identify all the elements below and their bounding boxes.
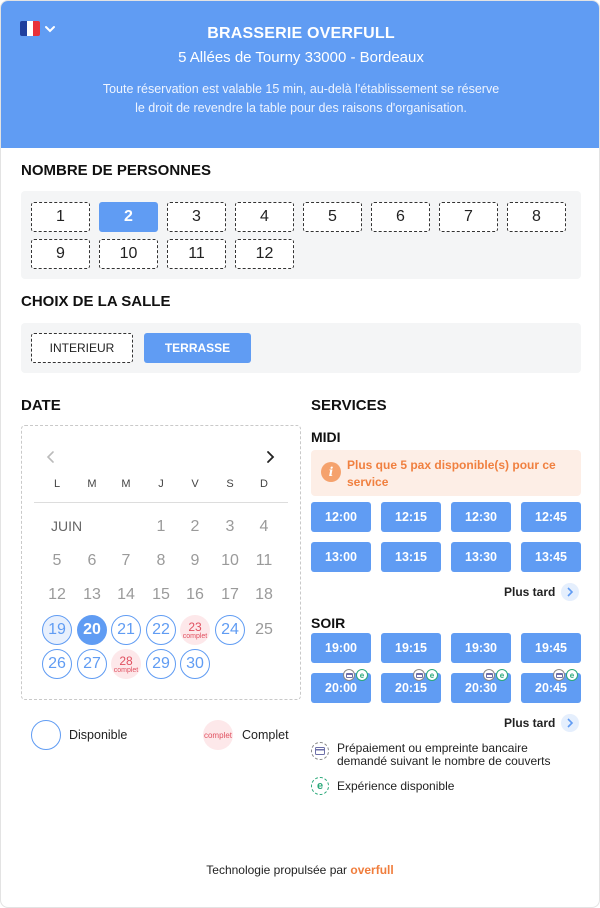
month-label: JUIN [51,518,83,534]
person-option-12[interactable]: 12 [235,239,294,269]
midi-later-button[interactable] [504,583,579,601]
person-option-2[interactable]: 2 [99,202,158,232]
calendar-day: 6 [87,552,97,569]
time-slot[interactable]: 13:45 [521,542,581,572]
calendar-day: 18 [255,586,273,603]
room-option-interieur[interactable]: INTERIEUR [31,333,133,363]
weekday-label: V [191,478,199,490]
time-slot-prepay[interactable] [451,670,511,703]
weekday-label: J [158,478,164,490]
legend-available-label: Disponible [69,728,128,742]
time-label: 20:00 [325,681,357,695]
chevron-left-icon[interactable] [44,450,58,464]
weekday-label: M [121,478,131,490]
complet-label: complet [113,666,139,674]
reservation-note: Toute réservation est valable 15 min, au-delà l'établissement se réserve le droit de revendre la table pour des raisons d'organisation. [102,82,500,115]
alert-text: Plus que 5 pax disponible(s) pour ce service [347,458,556,489]
prepay-text-line1: Prépaiement ou empreinte bancaire [337,741,528,755]
legend-full-swatch: complet [203,720,233,750]
day-number: 23 [188,619,202,634]
person-option-4[interactable]: 4 [235,202,294,232]
credit-card-icon [343,669,355,681]
calendar-day-selected[interactable]: 20 [77,615,107,645]
time-slot[interactable]: 19:30 [451,633,511,663]
calendar-day: 3 [225,518,235,535]
footer-brand-link[interactable]: overfull [350,863,394,877]
experience-icon: e [356,669,368,681]
experience-icon: e [311,777,329,795]
calendar-day-full [111,649,141,679]
calendar-day: 12 [48,586,66,603]
legend-available-swatch [31,720,61,750]
chevron-right-icon [561,714,579,732]
midi-title: MIDI [311,429,341,445]
person-option-1[interactable]: 1 [31,202,90,232]
time-label: 20:30 [465,681,497,695]
weekday-label: L [53,478,61,490]
footer [1,863,599,877]
time-slot[interactable]: 12:30 [451,502,511,532]
chevron-right-icon[interactable] [263,450,277,464]
calendar-day-full [180,615,210,645]
room-title: CHOIX DE LA SALLE [21,293,171,310]
person-option-10[interactable]: 10 [99,239,158,269]
time-slot-prepay[interactable] [521,670,581,703]
chevron-right-icon [561,583,579,601]
person-option-9[interactable]: 9 [31,239,90,269]
person-option-3[interactable]: 3 [167,202,226,232]
footer-text: Technologie propulsée par [206,863,348,877]
info-icon: i [321,462,341,482]
calendar-day-available[interactable]: 30 [180,649,210,679]
calendar [21,425,301,700]
time-slot[interactable]: 19:00 [311,633,371,663]
person-option-5[interactable]: 5 [303,202,362,232]
weekday-label: M [87,478,97,490]
calendar-day: 17 [221,586,239,603]
calendar-day: 7 [121,552,131,569]
later-label: Plus tard [504,585,556,599]
time-slot[interactable]: 19:45 [521,633,581,663]
date-title: DATE [21,397,61,414]
prepay-text-line2: demandé suivant le nombre de couverts [337,754,551,768]
time-slot[interactable]: 13:30 [451,542,511,572]
experience-icon: e [426,669,438,681]
header [1,1,600,148]
person-option-8[interactable]: 8 [507,202,566,232]
calendar-day: 8 [156,552,166,569]
calendar-day-available[interactable]: 21 [111,615,141,645]
calendar-day: 25 [255,621,273,638]
time-slot[interactable]: 12:00 [311,502,371,532]
calendar-divider [34,502,288,503]
time-slot-prepay[interactable] [381,670,441,703]
person-option-11[interactable]: 11 [167,239,226,269]
day-number: 28 [119,653,133,668]
calendar-day: 15 [152,586,170,603]
persons-title: NOMBRE DE PERSONNES [21,162,212,179]
calendar-day: 5 [52,552,62,569]
calendar-day-available[interactable]: 24 [215,615,245,645]
experience-text: Expérience disponible [337,778,455,793]
calendar-day-available[interactable]: 19 [42,615,72,645]
calendar-day: 2 [190,518,200,535]
calendar-day: 13 [83,586,101,603]
calendar-day-available[interactable]: 27 [77,649,107,679]
weekday-label: D [260,478,268,490]
time-slot[interactable]: 19:15 [381,633,441,663]
time-slot-prepay[interactable] [311,670,371,703]
availability-alert [311,450,581,496]
time-slot[interactable]: 12:15 [381,502,441,532]
credit-card-icon [413,669,425,681]
complet-label: complet [182,632,208,640]
later-label: Plus tard [504,716,556,730]
calendar-day: 9 [190,552,200,569]
calendar-day: 14 [117,586,135,603]
soir-title: SOIR [311,615,346,631]
calendar-day-available[interactable]: 29 [146,649,176,679]
credit-card-icon [483,669,495,681]
room-option-terrasse[interactable]: TERRASSE [144,333,251,363]
restaurant-address: 5 Allées de Tourny 33000 - Bordeaux [178,49,424,66]
time-slot[interactable]: 12:45 [521,502,581,532]
calendar-day: 4 [259,518,269,535]
credit-card-icon [553,669,565,681]
weekday-label: S [226,478,234,490]
calendar-day: 10 [221,552,239,569]
calendar-day-available[interactable]: 26 [42,649,72,679]
experience-icon: e [496,669,508,681]
credit-card-icon [311,742,329,760]
experience-icon: e [566,669,578,681]
time-slot[interactable]: 13:15 [381,542,441,572]
calendar-day-available[interactable]: 22 [146,615,176,645]
calendar-day: 11 [255,552,273,569]
time-label: 20:15 [395,681,427,695]
calendar-day: 1 [156,518,166,535]
soir-later-button[interactable] [504,714,579,732]
time-label: 20:45 [535,681,567,695]
restaurant-name: BRASSERIE OVERFULL [207,25,395,42]
experience-info [311,777,454,795]
legend-full-label: Complet [242,728,289,742]
person-option-7[interactable]: 7 [439,202,498,232]
prepay-info [311,742,550,768]
calendar-day: 16 [186,586,204,603]
services-title: SERVICES [311,397,387,414]
person-option-6[interactable]: 6 [371,202,430,232]
time-slot[interactable]: 13:00 [311,542,371,572]
